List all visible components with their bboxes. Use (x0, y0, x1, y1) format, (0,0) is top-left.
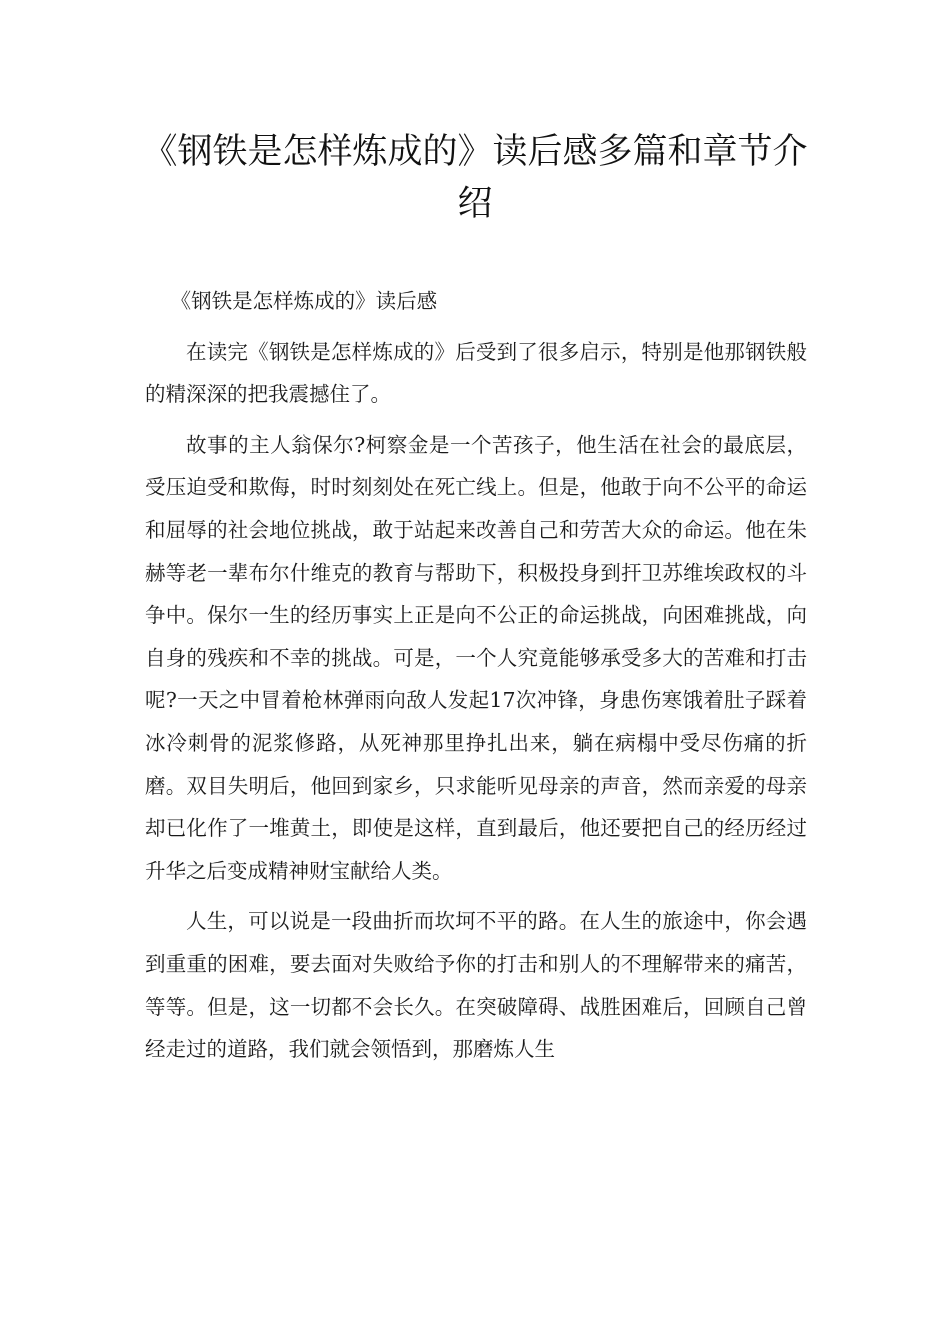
document-body (145, 280, 807, 1079)
paragraph: 人生，可以说是一段曲折而坎坷不平的路。在人生的旅途中，你会遇到重重的困难，要去面对失败给予你的打击和别人的不理解带来的痛苦，等等。但是，这一切都不会长久。在突破障碍、战胜困难后，回顾自己曾经走过的道路，我们就会领悟到，那磨炼人生 (145, 909, 807, 1062)
section-subheading: 《钢铁是怎样炼成的》读后感 (170, 289, 438, 313)
paragraph: 在读完《钢铁是怎样炼成的》后受到了很多启示，特别是他那钢铁般的精深深的把我震撼住了。 (145, 339, 807, 407)
paragraph: 故事的主人翁保尔?柯察金是一个苦孩子，他生活在社会的最底层，受压迫受和欺侮，时时刻刻处在死亡线上。但是，他敢于向不公平的命运和屈辱的社会地位挑战，敢于站起来改善自己和劳苦大众的命运。他在朱赫等老一辈布尔什维克的教育与帮助下，积极投身到扞卫苏维埃政权的斗争中。保尔一生的经历事实上正是向不公正的命运挑战，向困难挑战，向自身的残疾和不幸的挑战。可是，一个人究竟能够承受多大的苦难和打击呢?一天之中冒着枪林弹雨向敌人发起17次冲锋，身患伤寒饿着肚子踩着冰冷刺骨的泥浆修路，从死神那里挣扎出来，躺在病榻中受尽伤痛的折磨。双目失明后，他回到家乡，只求能听见母亲的声音，然而亲爱的母亲却已化作了一堆黄土，即使是这样，直到最后，他还要把自己的经历经过升华之后变成精神财宝献给人类。 (145, 432, 807, 883)
document-title: 《钢铁是怎样炼成的》读后感多篇和章节介绍 (142, 132, 808, 224)
